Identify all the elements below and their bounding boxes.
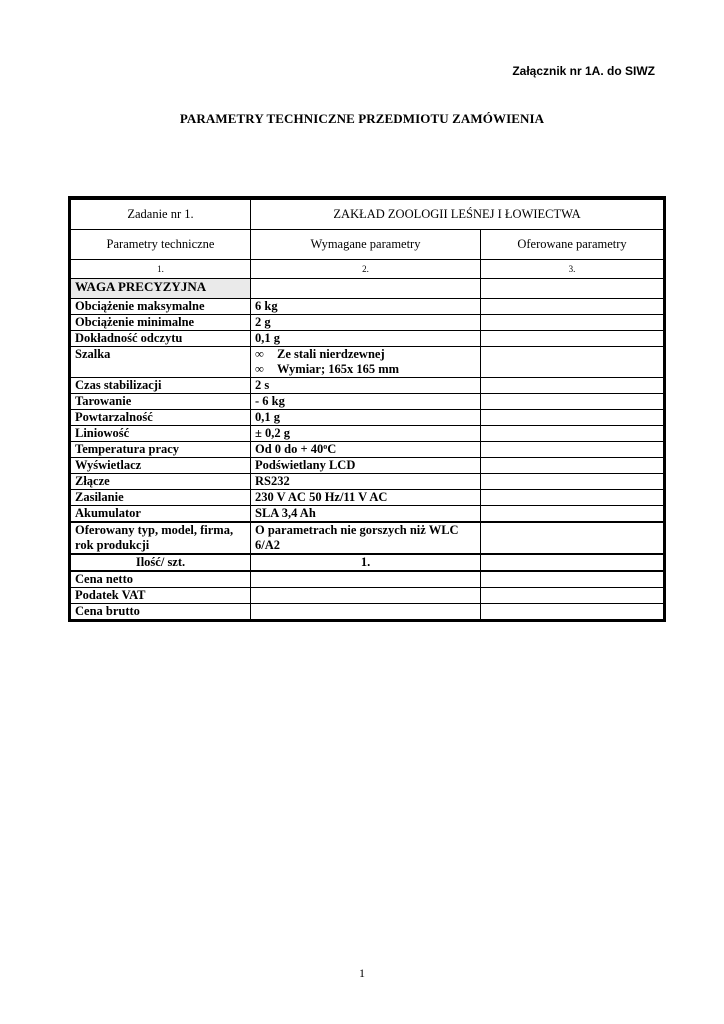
bullet-text: Wymiar; 165x 165 mm: [277, 362, 400, 376]
price-row-netto: [71, 571, 664, 588]
table-row: [71, 426, 664, 442]
bullet-item: [255, 347, 480, 362]
annex-label: Załącznik nr 1A. do SIWZ: [512, 64, 655, 78]
table-row: [71, 458, 664, 474]
header-col1: Parametry techniczne: [71, 230, 251, 260]
param-label: Obciążenie minimalne: [71, 315, 251, 331]
required-value: [251, 347, 481, 378]
offered-value: [481, 442, 664, 458]
quantity-label: Ilość/ szt.: [71, 554, 251, 571]
param-label: Tarowanie: [71, 394, 251, 410]
required-value: 0,1 g: [251, 410, 481, 426]
param-label: Czas stabilizacji: [71, 378, 251, 394]
param-label: Zasilanie: [71, 490, 251, 506]
required-value: Podświetlany LCD: [251, 458, 481, 474]
quantity-row: [71, 554, 664, 571]
offered-value: [481, 347, 664, 378]
header-col3: Oferowane parametry: [481, 230, 664, 260]
required-value: ± 0,2 g: [251, 426, 481, 442]
required-value: 2 g: [251, 315, 481, 331]
section-title: WAGA PRECYZYJNA: [71, 279, 251, 299]
offered-model-label: Oferowany typ, model, firma, rok produkcji: [71, 522, 251, 554]
price-label: Cena brutto: [71, 604, 251, 620]
price-row-brutto: [71, 604, 664, 620]
section-empty-2: [251, 279, 481, 299]
required-value: 6 kg: [251, 299, 481, 315]
table-row: [71, 490, 664, 506]
header-col2: Wymagane parametry: [251, 230, 481, 260]
offered-model-value: [481, 522, 664, 554]
parameters-table: [70, 198, 664, 620]
document-title: PARAMETRY TECHNICZNE PRZEDMIOTU ZAMÓWIENIA: [179, 111, 545, 126]
temp-unit: C: [327, 442, 337, 456]
required-value: 230 V AC 50 Hz/11 V AC: [251, 490, 481, 506]
temp-text: Od 0 do + 40: [255, 442, 324, 456]
bullet-item: [255, 362, 480, 377]
param-label: Temperatura pracy: [71, 442, 251, 458]
price-value: [251, 604, 481, 620]
bullet-text: Ze stali nierdzewnej: [277, 347, 385, 361]
offered-value: [481, 378, 664, 394]
infinity-icon: ∞: [255, 347, 264, 361]
section-row: [71, 279, 664, 299]
price-label: Podatek VAT: [71, 588, 251, 604]
required-value: RS232: [251, 474, 481, 490]
price-row-vat: [71, 588, 664, 604]
required-value: [251, 442, 481, 458]
quantity-offered: [481, 554, 664, 571]
section-empty-3: [481, 279, 664, 299]
table-row: [71, 331, 664, 347]
param-label: Liniowość: [71, 426, 251, 442]
table-row: [71, 394, 664, 410]
table-row: [71, 410, 664, 426]
page-number: 1: [359, 966, 365, 980]
col-number-3: 3.: [481, 260, 664, 279]
table-row: [71, 299, 664, 315]
required-value: 0,1 g: [251, 331, 481, 347]
table-row: [71, 347, 664, 378]
offered-value: [481, 410, 664, 426]
price-value: [251, 571, 481, 588]
required-value: - 6 kg: [251, 394, 481, 410]
offered-value: [481, 458, 664, 474]
price-label: Cena netto: [71, 571, 251, 588]
unit-name: ZAKŁAD ZOOLOGII LEŚNEJ I ŁOWIECTWA: [251, 199, 664, 230]
price-offered: [481, 588, 664, 604]
infinity-icon: ∞: [255, 362, 264, 376]
offered-value: [481, 315, 664, 331]
price-offered: [481, 571, 664, 588]
param-label: Wyświetlacz: [71, 458, 251, 474]
quantity-value: 1.: [251, 554, 481, 571]
col-number-2: 2.: [251, 260, 481, 279]
param-label: Złącze: [71, 474, 251, 490]
offered-model-required: O parametrach nie gorszych niż WLC 6/A2: [251, 522, 481, 554]
param-label: Akumulator: [71, 506, 251, 523]
param-label: Dokładność odczytu: [71, 331, 251, 347]
param-label: Powtarzalność: [71, 410, 251, 426]
offered-value: [481, 474, 664, 490]
offered-value: [481, 426, 664, 442]
task-row: [71, 199, 664, 230]
table-row: [71, 378, 664, 394]
offered-value: [481, 299, 664, 315]
offered-model-row: [71, 522, 664, 554]
offered-value: [481, 331, 664, 347]
table-row: [71, 474, 664, 490]
degree-sup: o: [323, 442, 328, 451]
param-label: Szalka: [71, 347, 251, 378]
column-numbers-row: [71, 260, 664, 279]
table-row: [71, 442, 664, 458]
task-label: Zadanie nr 1.: [71, 199, 251, 230]
offered-value: [481, 490, 664, 506]
price-offered: [481, 604, 664, 620]
table-row: [71, 315, 664, 331]
param-label: Obciążenie maksymalne: [71, 299, 251, 315]
required-value: SLA 3,4 Ah: [251, 506, 481, 523]
offered-value: [481, 394, 664, 410]
table-row: [71, 506, 664, 523]
price-value: [251, 588, 481, 604]
header-row: [71, 230, 664, 260]
offered-value: [481, 506, 664, 523]
required-value: 2 s: [251, 378, 481, 394]
col-number-1: 1.: [71, 260, 251, 279]
